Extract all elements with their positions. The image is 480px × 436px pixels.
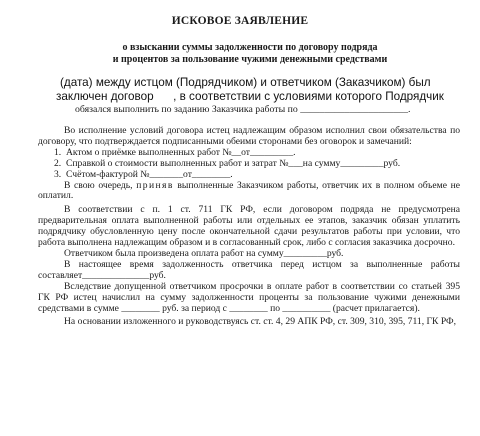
- list-item-text: Справкой о стоимости выполненных работ и затрат №___на сумму_________руб.: [66, 157, 401, 169]
- subtitle-line-2: и процентов за пользование чужими денежными средствами: [112, 54, 388, 65]
- list-item-number: 2.: [54, 157, 62, 169]
- paragraph-non-payment: [38, 181, 460, 203]
- document-subtitle: [60, 42, 440, 66]
- document-title: ИСКОВОЕ ЗАЯВЛЕНИЕ: [171, 15, 309, 27]
- intro-paragraph: [56, 76, 460, 103]
- list-item-number: 1.: [54, 146, 62, 158]
- list-item-number: 3.: [54, 168, 62, 180]
- paragraph-execution: Во исполнение условий договора истец надлежащим образом исполнил свои обязательства по договору, что подтверждается подписанными обеими сторонами без оговорок и замечаний:: [38, 125, 460, 147]
- document-body: [38, 126, 460, 328]
- intro-line-2: заключен договор , в соответствии с условиями которого Подрядчик: [56, 89, 444, 103]
- obligation-line: обязался выполнить по заданию Заказчика работы по ______________________.: [75, 104, 411, 115]
- list-item-text: Счётом-фактурой №_______от________.: [66, 168, 233, 180]
- paragraph-partial-payment: Ответчиком была произведена оплата работ на сумму_________руб.: [64, 247, 344, 259]
- intro-line-1: (дата) между истцом (Подрядчиком) и ответчиком (Заказчиком) был: [60, 76, 431, 89]
- paragraph-legal-basis: На основании изложенного и руководствуясь ст. ст. 4, 29 АПК РФ, ст. 309, 310, 395, 711, ГК РФ,: [64, 316, 457, 328]
- acts-list: [38, 148, 460, 181]
- paragraph-interest: Вследствие допущенной ответчиком просрочки в оплате работ в соответствии со статьей 395 ГК РФ истец начислил на сумму задолженности проценты за пользование чужими денежными средствами в сумме ________ руб. за период с ________ по __________ (расчет прилагается).: [38, 280, 460, 314]
- paragraph-non-payment-tail: выполненные Заказчиком работы, ответчик их в полном объеме не оплатил.: [38, 179, 460, 202]
- list-item-text: Актом о приёмке выполненных работ №__от_________.: [66, 146, 296, 158]
- paragraph-debt-amount: В настоящее время задолженность ответчика перед истцом за выполненные работы составляет______________руб.: [38, 258, 460, 281]
- subtitle-line-1: о взыскании суммы задолженности по договору подряда: [122, 42, 378, 53]
- paragraph-non-payment-spaced: приняв: [136, 179, 174, 191]
- paragraph-law-reference: В соответствии с п. 1 ст. 711 ГК РФ, если договором подряда не предусмотрена предварительная оплата выполненной работы или отдельных ее этапов, заказчик обязан уплатить подрядчику обусловленную цену после окончательной сдачи результатов работы при условии, что работа выполнена надлежащим образом и в согласованный срок, либо с согласия заказчика досрочно.: [38, 204, 460, 249]
- paragraph-non-payment-lead: В свою очередь,: [64, 179, 133, 191]
